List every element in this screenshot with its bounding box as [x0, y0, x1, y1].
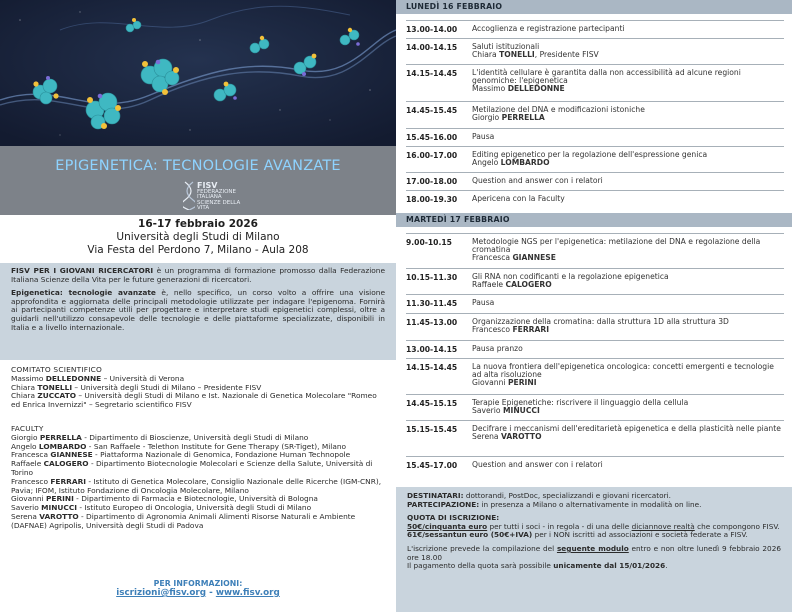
session-speaker [472, 85, 784, 93]
session-time: 17.00-18.00 [406, 177, 458, 186]
schedule-row [406, 20, 784, 34]
schedule-row [406, 313, 784, 334]
member-affiliation: - Dipartimento di Agronomia Animali Alimenti Risorse Naturali e Ambiente (DAFNAE) Agripolis, Università degli Studi di Padova [11, 511, 356, 530]
schedule-row [406, 190, 784, 204]
schedule-row [406, 340, 784, 354]
session-speaker [472, 281, 784, 289]
schedule-row [406, 294, 784, 308]
session-speaker [472, 159, 784, 167]
speaker-last-name: MINUCCI [502, 406, 540, 415]
session-title: Metodologie NGS per l'epigenetica: metilazione del DNA e regolazione della cromatina [472, 237, 761, 254]
speaker-first-name: Francesca [472, 253, 513, 262]
schedule-row [406, 420, 784, 441]
member-affiliation: - Dipartimento di Bioscienze, Università degli Studi di Milano [81, 432, 309, 442]
session-title: Metilazione del DNA e modificazioni istoniche [472, 105, 645, 114]
member-first-name: Giorgio [11, 432, 40, 442]
session-content [472, 238, 784, 262]
fee-heading: QUOTA DI ISCRIZIONE: [407, 513, 500, 523]
session-time: 11.45-13.00 [406, 318, 458, 327]
session-title: Decifrare i meccanismi dell'ereditarietà epigenetica e della plasticità nelle piante [472, 424, 781, 433]
audience-label: DESTINATARI: [407, 491, 464, 500]
speaker-last-name: LOMBARDO [500, 158, 550, 167]
session-speaker [472, 326, 784, 334]
speaker-first-name: Raffaele [472, 280, 506, 289]
scientific-committee [11, 366, 387, 410]
contacts [0, 579, 396, 599]
session-time: 10.15-11.30 [406, 273, 458, 282]
session-time: 13.00-14.00 [406, 25, 458, 34]
audience-text: dottorandi, PostDoc, specializzandi e giovani ricercatori. [463, 491, 671, 500]
fee-members-text: per tutti i soci - in regola - di una delle [487, 521, 632, 531]
member-last-name: PERINI [45, 494, 74, 504]
member-first-name: Angelo [11, 441, 39, 451]
hero-banner [0, 0, 396, 215]
schedule-row [406, 146, 784, 167]
faculty-heading: FACULTY [11, 424, 44, 433]
day2-heading: MARTEDÌ 17 FEBBRAIO [396, 213, 792, 227]
session-time: 15.45-16.00 [406, 133, 458, 142]
event-info [0, 218, 396, 257]
session-title: L'identità cellulare è garantita dalla non accessibilità ad alcune regioni genomiche: l'epigenetica [472, 68, 741, 85]
note-text-a: L'iscrizione prevede la compilazione del [407, 543, 557, 553]
speaker-first-name: Giorgio [472, 113, 502, 122]
session-title: La nuova frontiera dell'epigenetica oncologica: concetti emergenti e tecnologie ad alta risoluzione [472, 362, 774, 379]
event-university: Università degli Studi di Milano [116, 231, 280, 243]
logo-line1: FEDERAZIONE ITALIANA [197, 189, 237, 201]
contacts-heading: PER INFORMAZIONI: [153, 579, 243, 588]
fee-non-members [407, 531, 781, 540]
session-title: Gli RNA non codificanti e la regolazione epigenetica [472, 272, 669, 281]
committee-list [11, 375, 387, 410]
session-title: Saluti istituzionali [472, 42, 540, 51]
speaker-first-name: Angelo [472, 158, 501, 167]
session-time: 14.15-14.45 [406, 69, 458, 78]
member-affiliation: – Università di Verona [101, 373, 185, 383]
session-time: 9.00-10.15 [406, 238, 452, 247]
speaker-last-name: CALOGERO [505, 280, 552, 289]
session-content [472, 177, 784, 185]
email-link[interactable]: iscrizioni@fisv.org [116, 588, 207, 598]
session-content [472, 25, 784, 33]
session-title: Terapie Epigenetiche: riscrivere il linguaggio della cellula [472, 398, 689, 407]
member-affiliation: - Dipartimento Biotecnologie Molecolari e Scienze della Salute, Università di Torino [11, 459, 373, 477]
member-affiliation: - Piattaforma Nazionale di Genomica, Fondazione Human Technopole [92, 450, 351, 460]
session-content [472, 318, 784, 334]
contacts-links [0, 588, 396, 599]
session-time: 14.45-15.15 [406, 399, 458, 408]
member-affiliation: – Università degli Studi di Milano e Ist. Nazionale di Genetica Molecolare "Romeo ed Enrica Invernizzi" – Segretario scientifico FISV [11, 391, 377, 410]
member-first-name: Serena [11, 511, 40, 521]
session-title: Organizzazione della cromatina: dalla struttura 1D alla struttura 3D [472, 317, 729, 326]
schedule-row [406, 128, 784, 142]
speaker-last-name: TONELLI [499, 50, 535, 59]
event-venue: Via Festa del Perdono 7, Milano - Aula 208 [87, 244, 309, 256]
schedule-row [406, 101, 784, 122]
speaker-last-name: FERRARI [512, 325, 550, 334]
member-first-name: Francesco [11, 476, 51, 486]
speaker-first-name: Chiara [472, 50, 500, 59]
session-speaker [472, 433, 784, 441]
session-time: 16.00-17.00 [406, 151, 458, 160]
member-last-name: ZUCCATO [37, 391, 77, 401]
course-name: Epigenetica: tecnologie avanzate [11, 288, 156, 298]
chromatin-illustration [0, 0, 396, 150]
session-content [472, 425, 784, 441]
session-content [472, 106, 784, 122]
member-first-name: Chiara [11, 382, 38, 392]
speaker-last-name: VAROTTO [501, 432, 542, 441]
participation-label: PARTECIPAZIONE: [407, 499, 480, 509]
member-first-name: Giovanni [11, 494, 46, 504]
member-first-name: Francesca [11, 450, 51, 460]
session-speaker [472, 407, 784, 415]
session-content [472, 273, 784, 289]
member-last-name: GIANNESE [50, 450, 93, 460]
faculty-list [11, 434, 387, 531]
faculty-member [11, 478, 387, 496]
session-speaker [472, 254, 784, 262]
registration-note [407, 545, 781, 571]
member-last-name: CALOGERO [43, 459, 89, 469]
member-last-name: DELLEDONNE [45, 373, 102, 383]
faculty-member [11, 513, 387, 531]
program-text: è un programma di formazione promosso dalla Federazione Italiana Scienze della Vita per le future generazioni di ricercatori. [11, 266, 386, 284]
session-content [472, 345, 784, 353]
session-title: Accoglienza e registrazione partecipanti [472, 24, 625, 33]
schedule-row [406, 394, 784, 415]
session-time: 14.00-14.15 [406, 43, 458, 52]
fisv-logo [183, 180, 253, 212]
participation-text: in presenza a Milano o alternativamente in modalità on line. [479, 499, 702, 509]
session-speaker [472, 114, 784, 122]
member-last-name: MINUCCI [41, 503, 77, 513]
member-first-name: Chiara [11, 391, 38, 401]
member-last-name: VAROTTO [39, 511, 79, 521]
speaker-first-name: Francesco [472, 325, 513, 334]
member-first-name: Massimo [11, 373, 46, 383]
member-affiliation: - Istituto di Genetica Molecolare, Consiglio Nazionale delle Ricerche (IGM-CNR), Pavia; IFOM, Istituto Fondazione di Oncologia Molecolare, Milano [11, 476, 382, 495]
member-affiliation: – Università degli Studi di Milano – Presidente FISV [72, 382, 262, 392]
session-content [472, 195, 784, 203]
faculty-member [11, 460, 387, 478]
course-description [0, 263, 396, 360]
member-affiliation: - Dipartimento di Farmacia e Biotecnologie, Università di Bologna [73, 494, 318, 504]
schedule-row [406, 456, 784, 470]
member-affiliation: - San Raffaele - Telethon Institute for Gene Therapy (SR-Tiget), Milano [86, 441, 347, 451]
session-title: Question and answer con i relatori [472, 176, 603, 185]
registration-info [396, 487, 792, 612]
participation-line [407, 501, 781, 510]
speaker-first-name: Serena [472, 432, 501, 441]
website-link[interactable]: www.fisv.org [215, 588, 280, 598]
session-title: Apericena con la Faculty [472, 194, 565, 203]
session-content [472, 133, 784, 141]
schedule-row [406, 64, 784, 93]
session-time: 18.00-19.30 [406, 195, 458, 204]
event-dates: 16-17 febbraio 2026 [138, 218, 258, 230]
session-content [472, 69, 784, 93]
session-content [472, 299, 784, 307]
session-content [472, 151, 784, 167]
session-time: 14.15-14.45 [406, 363, 458, 372]
fee-members-text-end: che compongono FISV. [694, 521, 780, 531]
schedule-row [406, 172, 784, 186]
committee-member [11, 392, 387, 410]
session-time: 15.15-15.45 [406, 425, 458, 434]
member-first-name: Saverio [11, 503, 42, 513]
schedule-row [406, 358, 784, 387]
note-end: . [665, 561, 668, 571]
schedule-row [406, 38, 784, 59]
member-last-name: TONELLI [37, 382, 73, 392]
member-last-name: LOMBARDO [38, 441, 87, 451]
payment-date: unicamente dal 15/01/2026 [553, 561, 666, 571]
logo-line2: SCIENZE DELLA VITA [197, 199, 241, 212]
speaker-first-name: Giovanni [472, 378, 508, 387]
speaker-suffix: , Presidente FISV [534, 50, 599, 59]
program-schedule [396, 0, 792, 480]
session-title: Question and answer con i relatori [472, 460, 603, 469]
description-paragraph-1 [11, 267, 385, 284]
program-name: FISV PER I GIOVANI RICERCATORI [11, 266, 154, 275]
session-title: Pausa pranzo [472, 344, 523, 353]
member-first-name: Raffaele [11, 459, 44, 469]
logo-name: FISV [197, 181, 218, 190]
faculty [11, 425, 387, 531]
speaker-first-name: Saverio [472, 406, 503, 415]
fee-members-amount: 50€/cinquanta euro [407, 521, 488, 531]
session-title: Pausa [472, 298, 495, 307]
speaker-last-name: GIANNESE [512, 253, 556, 262]
schedule-row [406, 233, 784, 262]
session-title: Pausa [472, 132, 495, 141]
note-text-c: Il pagamento della quota sarà possibile [407, 561, 554, 571]
session-content [472, 43, 784, 59]
session-speaker [472, 51, 784, 59]
note-text-b: entro e non oltre lunedì 9 febbraio 2026 ore 18.00 [407, 543, 781, 562]
course-text: è, nello specifico, un corso volto a offrire una visione approfondita e aggiornata delle principali metodologie utilizzate per indagare l'epigenoma. Fornirà ai partecipanti competenze utili per progettare e interpretare studi epigenetici complessi, oltre a guidarli nell'utilizzo consapevole delle tecnologie e delle piattaforme specializzate, disponibili in Italia e a livello internazionale. [11, 288, 385, 332]
session-content [472, 363, 784, 387]
fee-non-members-amount: 61€/sessantun euro (50€+IVA) [407, 530, 533, 540]
session-content [472, 461, 784, 469]
registration-form-link[interactable]: seguente modulo [556, 543, 629, 553]
session-content [472, 399, 784, 415]
course-title: EPIGENETICA: TECNOLOGIE AVANZATE [55, 158, 341, 174]
session-time: 13.00-14.15 [406, 345, 458, 354]
member-last-name: FERRARI [50, 476, 87, 486]
committee-heading: COMITATO SCIENTIFICO [11, 365, 102, 374]
dna-logo-icon [183, 180, 195, 210]
description-paragraph-2 [11, 289, 385, 332]
speaker-last-name: DELLEDONNE [507, 84, 565, 93]
member-affiliation: - Istituto Europeo di Oncologia, Università degli Studi di Milano [77, 503, 312, 513]
session-time: 11.30-11.45 [406, 299, 458, 308]
member-societies-link[interactable]: diciannove realtà [631, 521, 695, 531]
session-time: 14.45-15.45 [406, 106, 458, 115]
day1-heading: LUNEDÌ 16 FEBBRAIO [396, 0, 792, 14]
speaker-first-name: Massimo [472, 84, 508, 93]
session-title: Editing epigenetico per la regolazione dell'espressione genica [472, 150, 708, 159]
fee-non-members-text: per i NON iscritti ad associazioni e società federate a FISV. [532, 530, 748, 540]
speaker-last-name: PERRELLA [501, 113, 545, 122]
speaker-last-name: PERINI [507, 378, 537, 387]
contacts-separator: - [206, 588, 216, 598]
member-last-name: PERRELLA [39, 432, 82, 442]
schedule-row [406, 268, 784, 289]
session-time: 15.45-17.00 [406, 461, 458, 470]
session-speaker [472, 379, 784, 387]
